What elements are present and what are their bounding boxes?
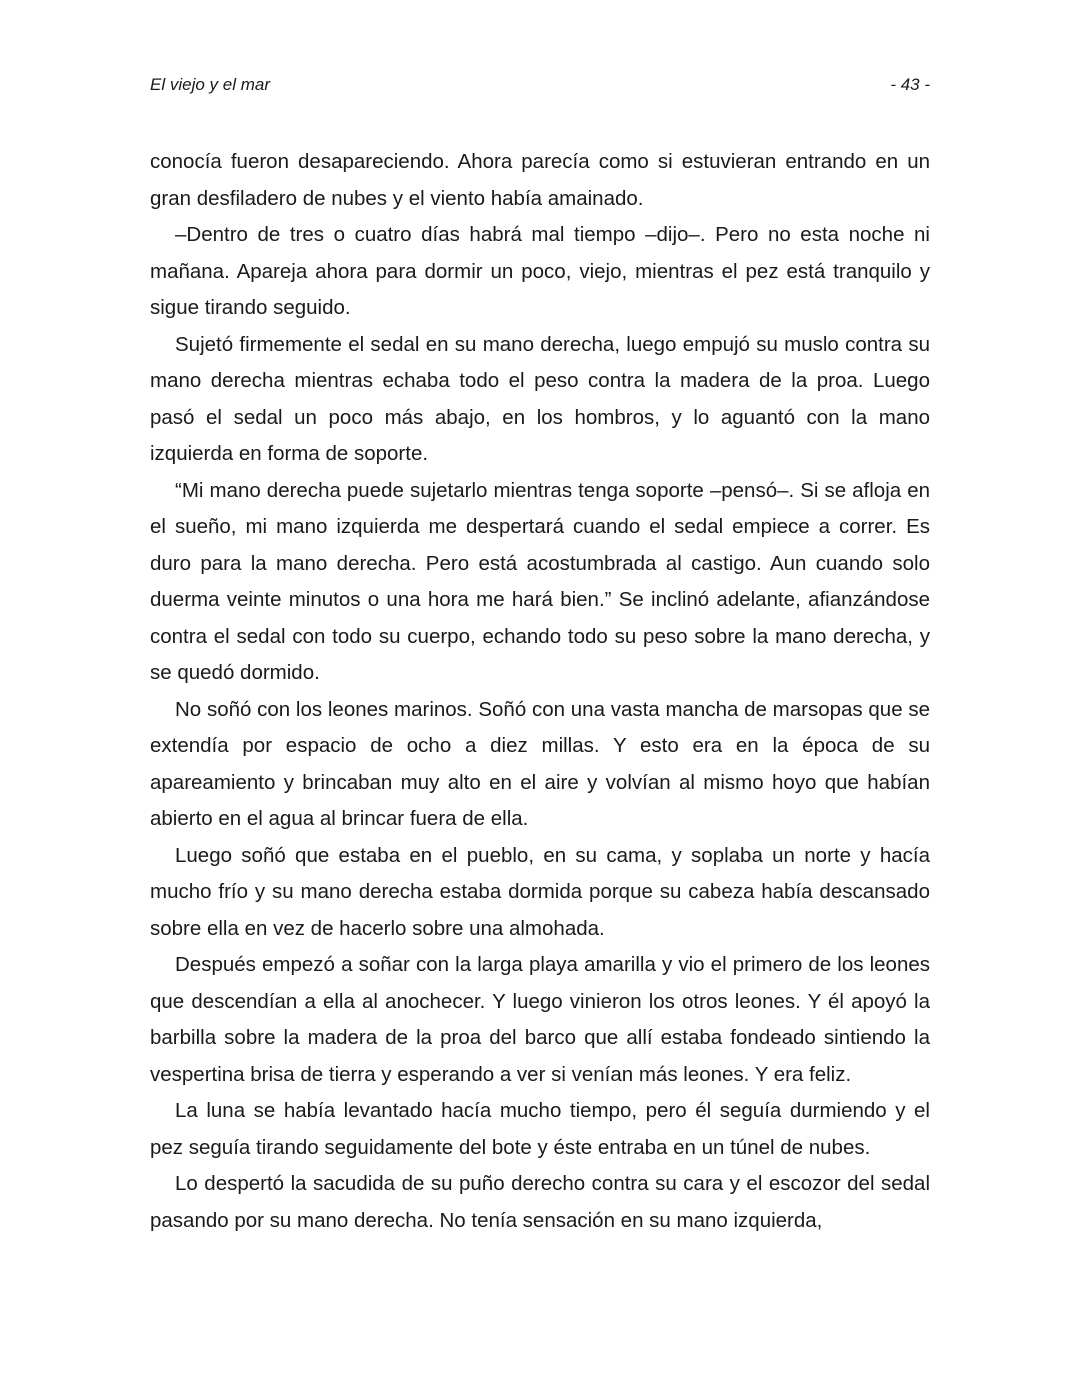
paragraph: “Mi mano derecha puede sujetarlo mientras tenga soporte –pensó–. Si se afloja en el sueño, mi mano izquierda me despertará cuando el sedal empiece a correr. Es duro para la mano derecha. Pero está acostumbrada al castigo. Aun cuando solo duerma veinte minutos o una hora me hará bien.” Se inclinó adelante, afianzándose contra el sedal con todo su cuerpo, echando todo su peso sobre la mano derecha, y se quedó dormido. — [150, 478, 930, 684]
book-title: El viejo y el mar — [150, 75, 270, 94]
paragraph: Lo despertó la sacudida de su puño derecho contra su cara y el escozor del sedal pasando por su mano derecha. No tenía sensación en su mano izquierda, — [150, 1172, 930, 1232]
paragraph: Después empezó a soñar con la larga playa amarilla y vio el primero de los leones que descendían a ella al anochecer. Y luego vinieron los otros leones. Y él apoyó la barbilla sobre la madera de la proa del barco que allí estaba fondeado sintiendo la vespertina brisa de tierra y esperando a ver si venían más leones. Y era feliz. — [150, 953, 930, 1086]
paragraph: Sujetó firmemente el sedal en su mano derecha, luego empujó su muslo contra su mano derecha mientras echaba todo el peso contra la madera de la proa. Luego pasó el sedal un poco más abajo, en los hombros, y lo aguantó con la mano izquierda en forma de soporte. — [150, 332, 930, 465]
paragraph: No soñó con los leones marinos. Soñó con una vasta mancha de marsopas que se extendía por espacio de ocho a diez millas. Y esto era en la época de su apareamiento y brincaban muy alto en el aire y volvían al mismo hoyo que habían abierto en el agua al brincar fuera de ella. — [150, 697, 930, 830]
paragraph: –Dentro de tres o cuatro días habrá mal tiempo –dijo–. Pero no esta noche ni mañana. Apareja ahora para dormir un poco, viejo, mientras el pez está tranquilo y sigue tirando seguido. — [150, 223, 930, 319]
page-header — [150, 74, 930, 96]
page-number: - 43 - — [890, 75, 930, 94]
body-text — [150, 144, 930, 1239]
paragraph: La luna se había levantado hacía mucho tiempo, pero él seguía durmiendo y el pez seguía tirando seguidamente del bote y éste entraba en un túnel de nubes. — [150, 1099, 930, 1159]
paragraph: Luego soñó que estaba en el pueblo, en su cama, y soplaba un norte y hacía mucho frío y su mano derecha estaba dormida porque su cabeza había descansado sobre ella en vez de hacerlo sobre una almohada. — [150, 843, 930, 940]
paragraph: conocía fueron desapareciendo. Ahora parecía como si estuvieran entrando en un gran desfiladero de nubes y el viento había amainado. — [150, 150, 930, 210]
